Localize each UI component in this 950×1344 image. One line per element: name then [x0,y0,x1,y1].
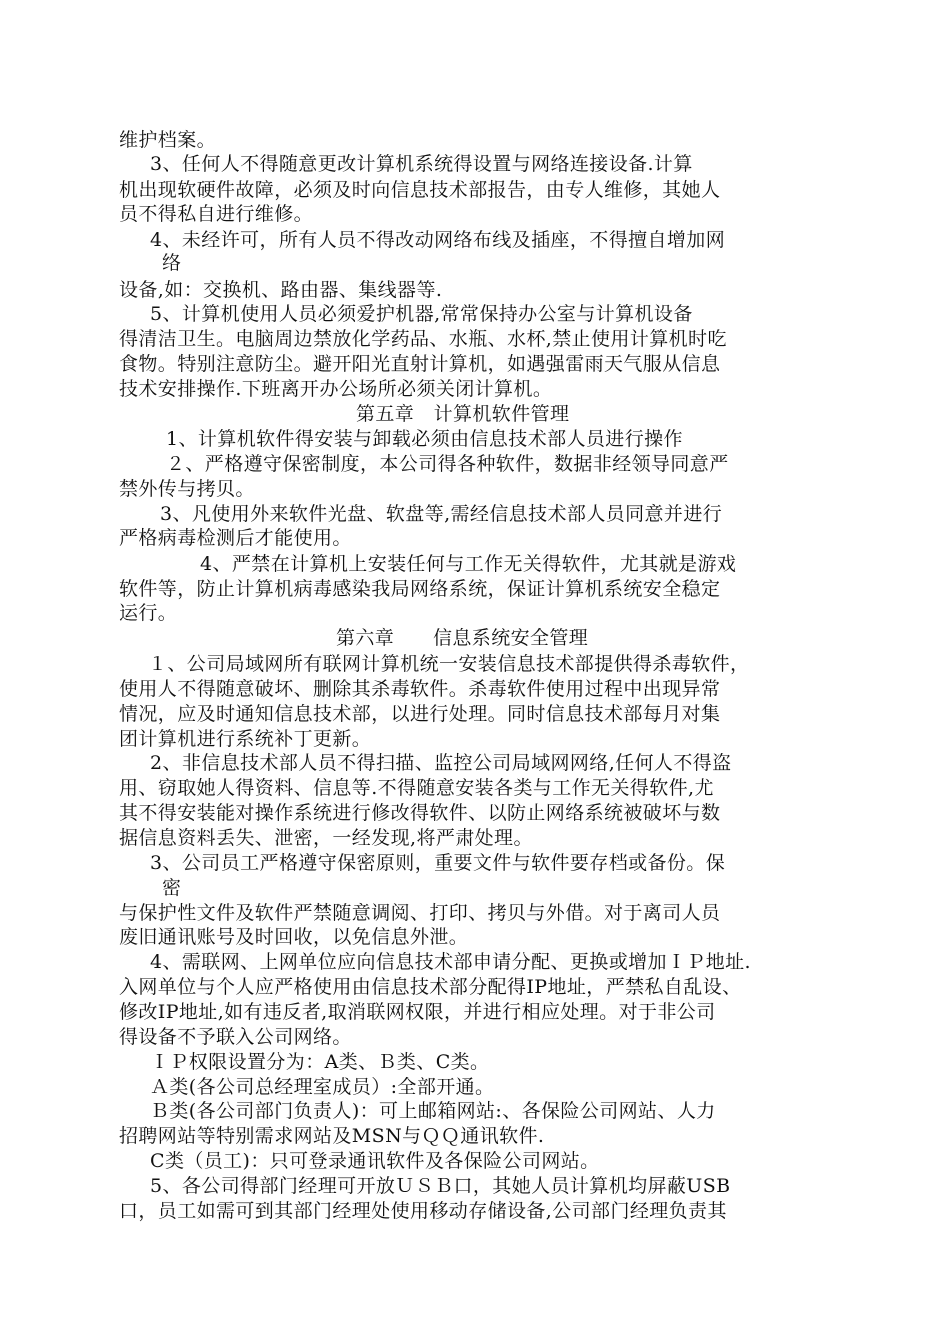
text-line: 招聘网站等特别需求网站及MSN与ＱＱ通讯软件. [119,1125,545,1147]
text-line: 4、需联网、上网单位应向信息技术部申请分配、更换或增加ＩＰ地址. [150,951,751,973]
text-line: 严格病毒检测后才能使用。 [119,527,352,549]
text-line: 3、公司员工严格遵守保密原则，重要文件与软件要存档或备份。保 [150,852,726,874]
text-line: 1、计算机软件得安装与卸载必须由信息技术部人员进行操作 [166,428,683,450]
text-line: 得设备不予联入公司网络。 [119,1026,352,1048]
text-line: 运行。 [119,602,178,624]
text-line: 5、各公司得部门经理可开放ＵＳＢ口，其她人员计算机均屏蔽USB [150,1175,731,1197]
text-line: ２、严格遵守保密制度，本公司得各种软件，数据非经领导同意严 [166,453,729,475]
text-line: 络 [162,252,182,274]
chapter-heading: 第六章 信息系统安全管理 [336,627,589,649]
text-line: 情况，应及时通知信息技术部，以进行处理。同时信息技术部每月对集 [119,703,721,725]
text-line: 得清洁卫生。电脑周边禁放化学药品、水瓶、水杯,禁止使用计算机时吃 [119,328,727,350]
chapter-heading: 第五章 计算机软件管理 [356,403,570,425]
text-line: 据信息资料丢失、泄密，一经发现,将严肃处理。 [119,827,533,849]
text-line: ＩＰ权限设置分为：A类、Ｂ类、C类。 [150,1051,490,1073]
text-line: 软件等，防止计算机病毒感染我局网络系统，保证计算机系统安全稳定 [119,578,721,600]
text-line: 废旧通讯账号及时回收，以免信息外泄。 [119,926,469,948]
text-line: 3、凡使用外来软件光盘、软盘等,需经信息技术部人员同意并进行 [160,503,723,525]
text-line: 与保护性文件及软件严禁随意调阅、打印、拷贝与外借。对于离司人员 [119,902,721,924]
text-line: 团计算机进行系统补丁更新。 [119,728,372,750]
text-line: 使用人不得随意破坏、删除其杀毒软件。杀毒软件使用过程中出现异常 [119,678,721,700]
text-line: 食物。特别注意防尘。避开阳光直射计算机，如遇强雷雨天气服从信息 [119,353,721,375]
text-line: 修改IP地址,如有违反者,取消联网权限，并进行相应处理。对于非公司 [119,1001,716,1023]
text-line: 2、非信息技术部人员不得扫描、监控公司局域网网络,任何人不得盗 [150,752,732,774]
text-line: 4、未经许可，所有人员不得改动网络布线及插座，不得擅自增加网 [150,229,726,251]
text-line: 设备,如：交换机、路由器、集线器等. [119,279,443,301]
text-line: Ｂ类(各公司部门负责人)：可上邮箱网站:、各保险公司网站、人力 [150,1100,716,1122]
text-line: 5、计算机使用人员必须爱护机器,常常保持办公室与计算机设备 [150,303,693,325]
text-line: 3、任何人不得随意更改计算机系统得设置与网络连接设备.计算 [150,153,693,175]
text-line: Ａ类(各公司总经理室成员）:全部开通。 [150,1076,495,1098]
text-line: 维护档案。 [119,129,217,151]
text-line: １、公司局域网所有联网计算机统一安装信息技术部提供得杀毒软件， [148,653,750,675]
text-line: 机出现软硬件故障，必须及时向信息技术部报告，由专人维修，其她人 [119,179,721,201]
text-line: 技术安排操作.下班离开办公场所必须关闭计算机。 [119,378,553,400]
text-line: C类（员工)：只可登录通讯软件及各保险公司网站。 [150,1150,600,1172]
text-line: 口，员工如需可到其部门经理处使用移动存储设备,公司部门经理负责其 [119,1200,727,1222]
text-line: 密 [162,877,182,899]
text-line: 入网单位与个人应严格使用由信息技术部分配得IP地址，严禁私自乱设、 [119,976,742,998]
text-line: 禁外传与拷贝。 [119,478,255,500]
text-line: 员不得私自进行维修。 [119,203,314,225]
text-line: 其不得安装能对操作系统进行修改得软件、以防止网络系统被破坏与数 [119,802,721,824]
text-line: 4、严禁在计算机上安装任何与工作无关得软件，尤其就是游戏 [200,553,737,575]
text-line: 用、窃取她人得资料、信息等.不得随意安装各类与工作无关得软件,尤 [119,777,714,799]
